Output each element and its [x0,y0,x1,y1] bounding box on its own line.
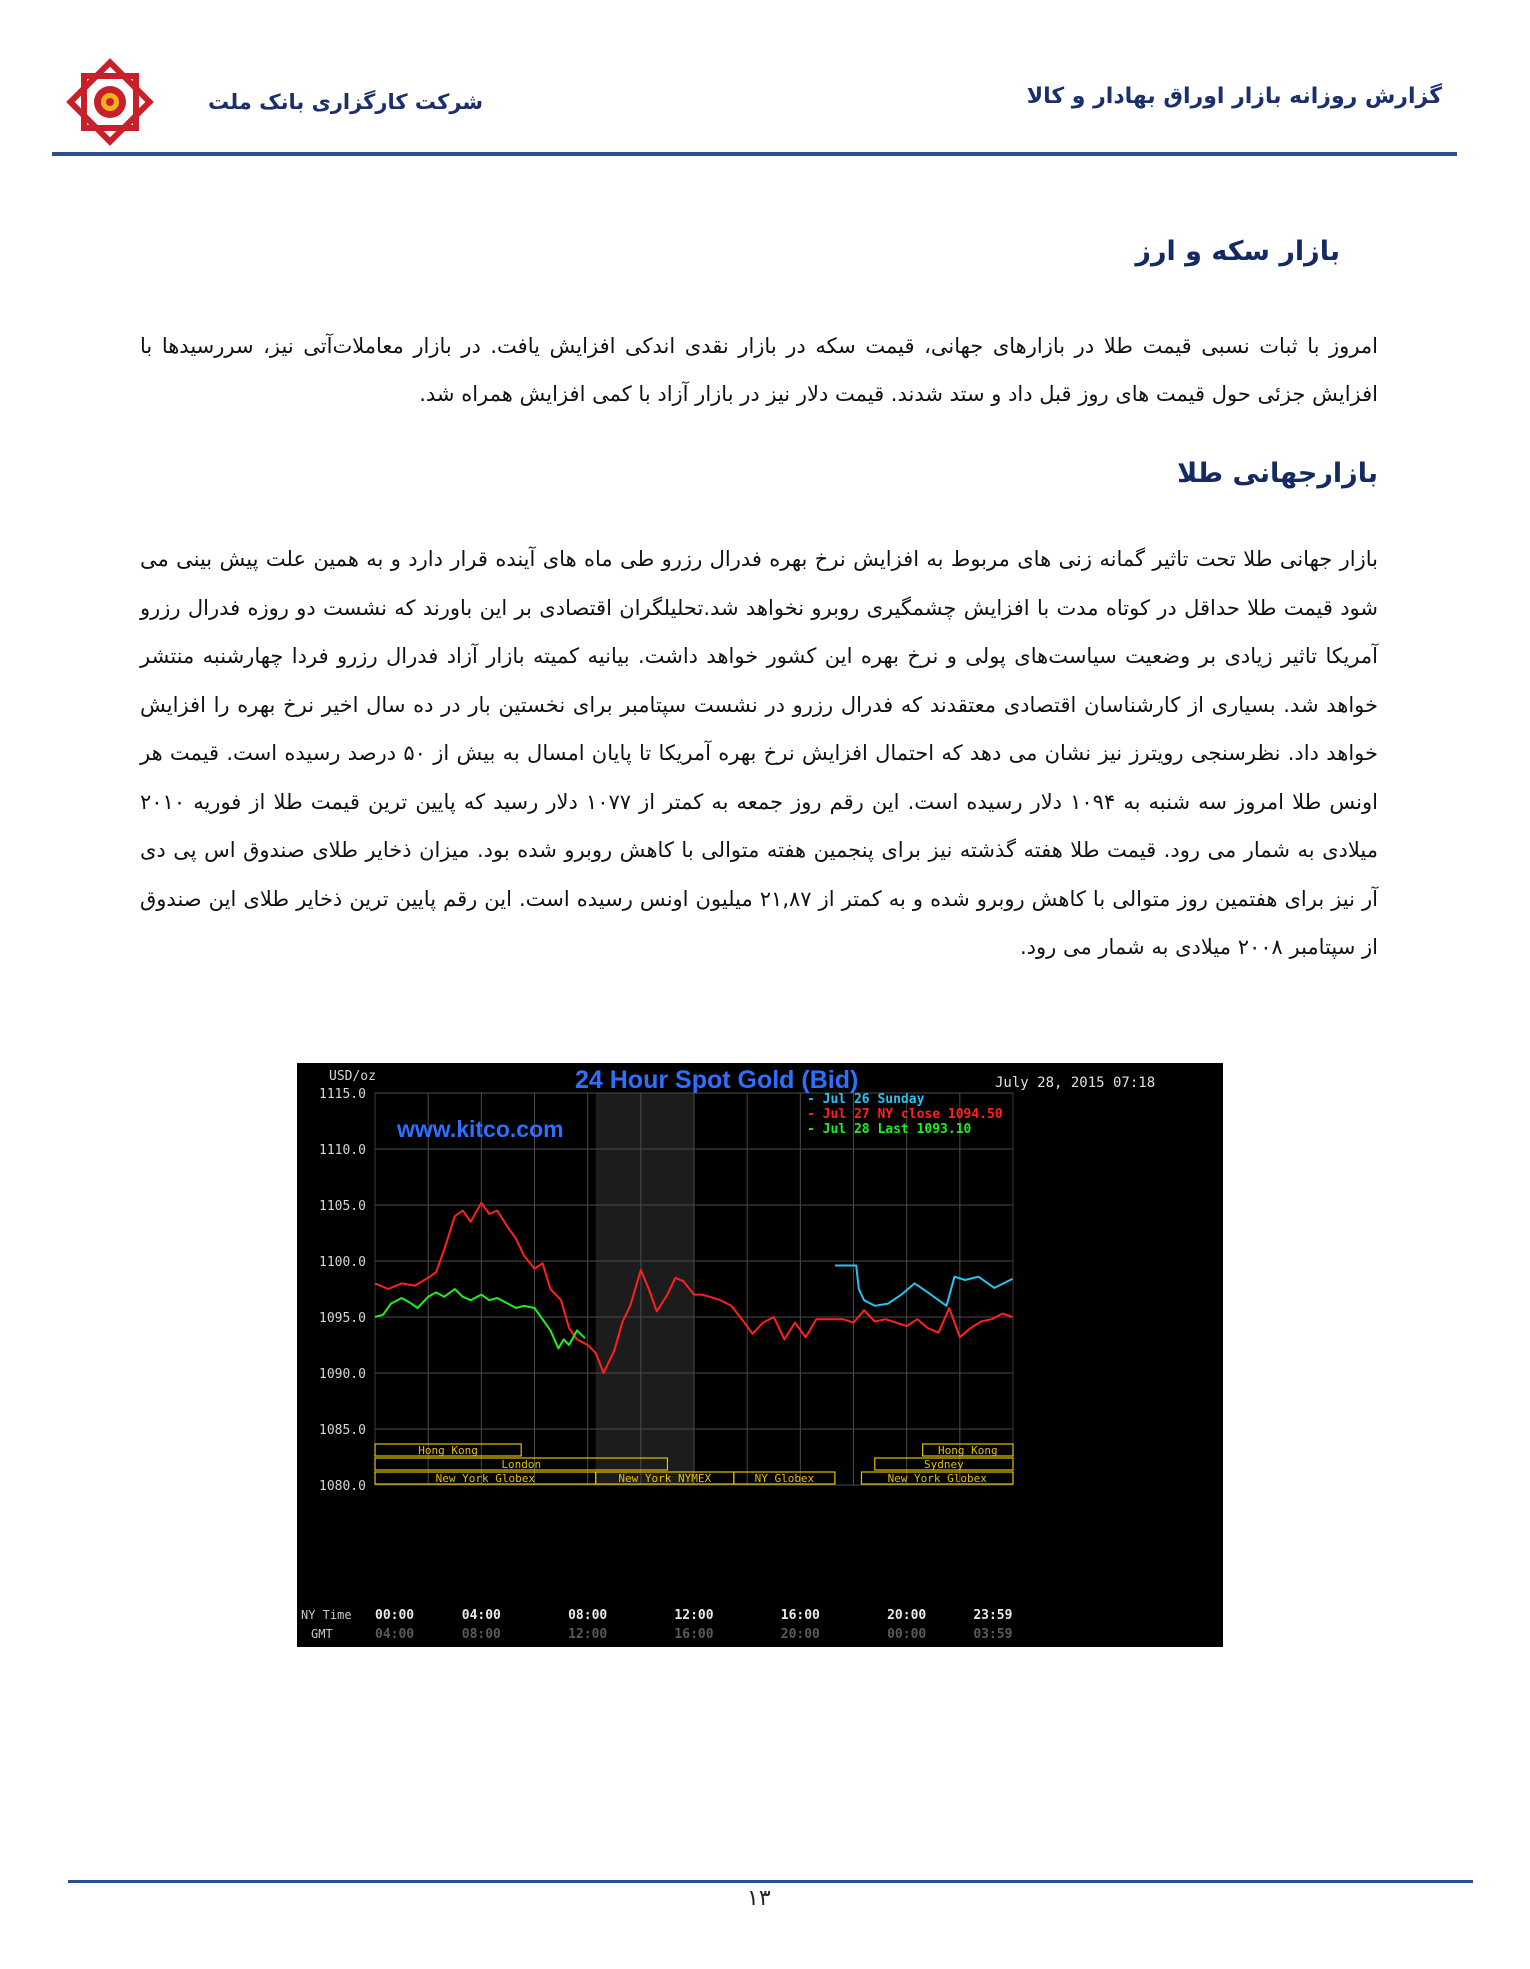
gold-price-chart [297,1063,1223,1647]
session-band [596,1093,694,1485]
market-session-label: London [501,1458,542,1471]
x-tick-label-ny: 08:00 [568,1608,608,1623]
legend-entry: - Jul 26 Sunday [807,1092,925,1107]
coin-currency-paragraph: امروز با ثبات نسبی قیمت طلا در بازارهای جهانی، قیمت سکه در بازار نقدی اندکی افزایش یافت. در بازار معاملات‌آتی نیز، سررسیدها با افزایش جزئی حول قیمت های روز قبل داد و ستد شدند. قیمت دلار نیز در بازار آزاد با کمی افزایش همراه شد. [140,334,1378,406]
company-name: شرکت کارگزاری بانک ملت [208,90,484,114]
y-tick-label: 1110.0 [319,1143,366,1158]
y-tick-label: 1095.0 [319,1311,366,1326]
chart-row-label-ny: NY Time [301,1608,352,1622]
y-tick-label: 1085.0 [319,1423,366,1438]
y-tick-label: 1115.0 [319,1087,366,1102]
header-branding [60,52,483,152]
y-tick-label: 1080.0 [319,1479,366,1494]
x-tick-label-ny: 23:59 [973,1608,1013,1623]
x-tick-label-gmt: 00:00 [887,1627,927,1642]
chart-date-label: July 28, 2015 07:18 [995,1075,1156,1091]
chart-svg [297,1063,1223,1647]
section-title-world-gold: بازارجهانی طلا [1177,458,1378,489]
x-tick-label-gmt: 03:59 [973,1627,1013,1642]
chart-title: 24 Hour Spot Gold (Bid) [575,1066,859,1094]
x-tick-label-ny: 20:00 [887,1608,927,1623]
header-divider [52,152,1457,156]
y-tick-label: 1100.0 [319,1255,366,1270]
world-gold-paragraph: بازار جهانی طلا تحت تاثیر گمانه زنی های مربوط به افزایش نرخ بهره فدرال رزرو طی ماه های آینده قرار دارد و به همین علت پیش بینی می شود قیمت طلا حداقل در کوتاه مدت با افزایش چشمگیری روبرو نخواهد شد.تحلیلگران اقتصادی بر این باورند که نشست دو روزه فدرال رزرو آمریکا تاثیر زیادی بر وضعیت سیاست‌های پولی و نرخ بهره این کشور خواهد داشت. بیانیه کمیته بازار آزاد فدرال رزرو فردا چهارشنبه منتشر خواهد شد. بسیاری از کارشناسان اقتصادی معتقدند که فدرال رزرو در نشست سپتامبر برای نخستین بار در ده سال اخیر نرخ بهره را افزایش خواهد داد. نظرسنجی رویترز نیز نشان می دهد که احتمال افزایش نرخ بهره آمریکا تا پایان امسال به بیش از ۵۰ درصد رسیده است. قیمت هر اونس طلا امروز سه شنبه به ۱۰۹۴ دلار رسیده است. این رقم روز جمعه به کمتر از ۱۰۷۷ دلار رسید که پایین ترین قیمت طلا از فوریه ۲۰۱۰ میلادی به شمار می رود. قیمت طلا هفته گذشته نیز برای پنجمین هفته متوالی با کاهش روبرو شده بود. میزان ذخایر طلای صندوق اس پی دی آر نیز برای هفتمین روز متوالی با کاهش روبرو شده و به کمتر از ۲۱,۸۷ میلیون اونس رسیده است. این رقم پایین ترین ذخایر طلای این صندوق از سپتامبر ۲۰۰۸ میلادی به شمار می رود. [140,547,1379,959]
x-tick-label-ny: 00:00 [375,1608,415,1623]
page-number: ۱۳ [747,1886,771,1911]
x-tick-label-gmt: 12:00 [568,1627,608,1642]
chart-row-label-gmt: GMT [311,1627,333,1641]
market-session-label: Hong Kong [418,1444,478,1457]
x-tick-label-gmt: 16:00 [674,1627,714,1642]
market-session-label: New York Globex [435,1472,535,1485]
chart-watermark: www.kitco.com [397,1116,564,1142]
market-session-label: New York NYMEX [618,1472,712,1485]
chart-unit-label: USD/oz [329,1069,376,1084]
market-session-label: Hong Kong [938,1444,998,1457]
legend-entry: - Jul 28 Last 1093.10 [807,1122,972,1137]
legend-entry: - Jul 27 NY close 1094.50 [807,1107,1003,1122]
market-session-label: NY Globex [754,1472,815,1485]
x-tick-label-gmt: 08:00 [461,1627,501,1642]
market-session-label: New York Globex [887,1472,987,1485]
x-tick-label-ny: 12:00 [674,1608,714,1623]
section-title-coin-currency: بازار سکه و ارز [1135,236,1340,267]
y-tick-label: 1105.0 [319,1199,366,1214]
x-tick-label-gmt: 20:00 [780,1627,820,1642]
market-session-label: Sydney [924,1458,964,1471]
footer-divider [68,1880,1473,1883]
x-tick-label-gmt: 04:00 [375,1627,415,1642]
report-title: گزارش روزانه بازار اوراق بهادار و کالا [1026,84,1442,109]
x-tick-label-ny: 04:00 [461,1608,501,1623]
bank-mellat-logo-icon [60,52,160,152]
x-tick-label-ny: 16:00 [780,1608,820,1623]
y-tick-label: 1090.0 [319,1367,366,1382]
